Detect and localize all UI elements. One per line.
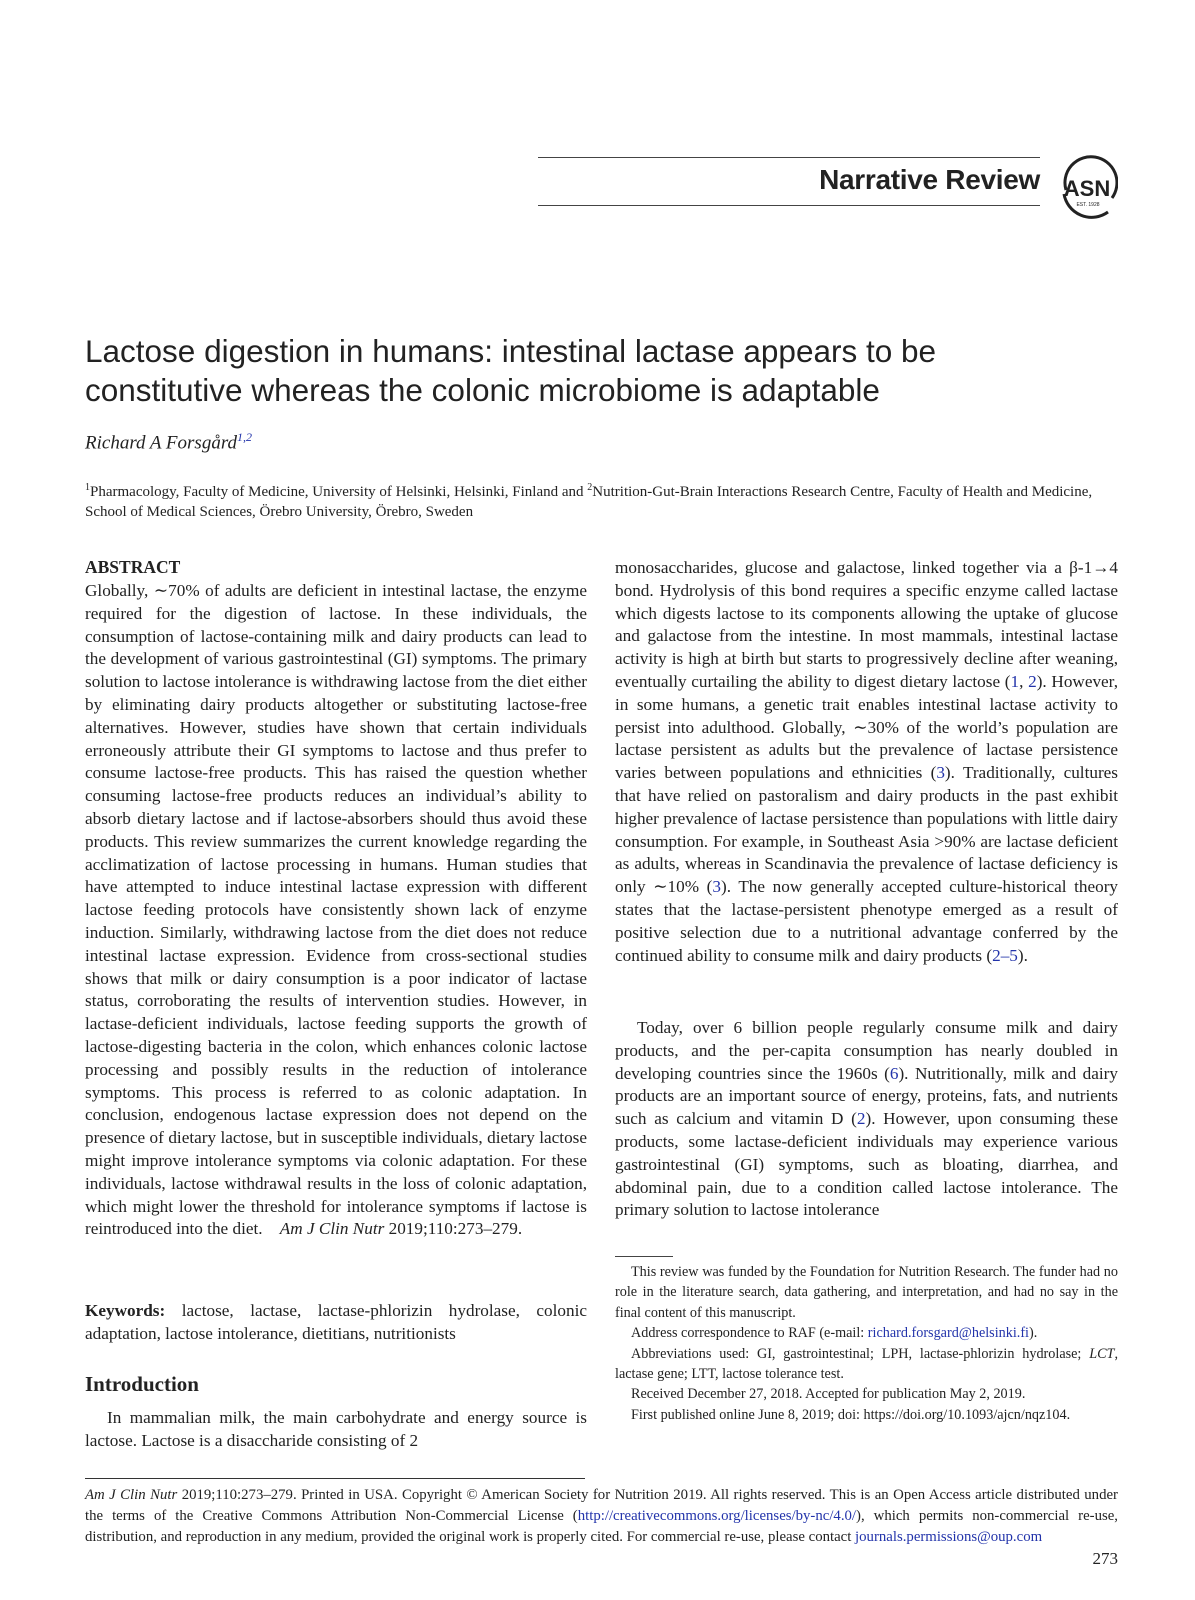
abstract-citation: 2019;110:273–279. (388, 1219, 523, 1239)
affiliation-1: Pharmacology, Faculty of Medicine, University of Helsinki, Helsinki, Finland and (90, 484, 588, 500)
footnote-address: Address correspondence to RAF (e-mail: richard.forsgard@helsinki.fi). (631, 1325, 1038, 1342)
footer-rule (85, 1478, 585, 1479)
affiliation-2: Nutrition-Gut-Brain Interactions Research Centre, Faculty of Health and Medicine, School of Medical Sciences, Örebro University, Örebro, Sweden (85, 484, 1093, 520)
asn-logo-text: ASN (1063, 176, 1111, 201)
header-rule-bottom (538, 205, 1040, 206)
ref-link-3[interactable]: 3 (936, 763, 945, 783)
right-column-paragraph-1: monosaccharides, glucose and galactose, linked together via a β-1→4 bond. Hydrolysis of this bond requires a specific enzyme called lactase which digests lactose to its components allowing the uptake of glucose and galactose from the intestine. In most mammals, intestinal lactase activity is high at birth but starts to progressively decline after weaning, eventually curtailing the ability to digest dietary lactose (1, 2). However, in some humans, a genetic trait enables intestinal lactase activity to persist into adulthood. Globally, ∼30% of the world’s population are lactase persistent as adults but the prevalence of lactase persistence varies between populations and ethnicities (3). Traditionally, cultures that have relied on pastoralism and dairy products in the past exhibit higher prevalence of lactase persistence than populations with little dairy consumption. For example, in Southeast Asia >90% are lactase deficient as adults, whereas in Scandinavia the prevalence of lactase deficiency is only ∼10% (3). The now generally accepted culture-historical theory states that the lactase-persistent phenotype emerged as a result of positive selection due to a nutritional advantage conferred by the continued ability to consume milk and dairy products (2–5). (615, 558, 1119, 965)
abstract-heading: ABSTRACT (85, 557, 181, 577)
asn-logo (1056, 150, 1118, 222)
footnote-received: Received December 27, 2018. Accepted for publication May 2, 2019. (631, 1386, 1026, 1403)
copyright-footer: Am J Clin Nutr 2019;110:273–279. Printed in USA. Copyright © American Society for Nutrition 2019. All rights reserved. This is an Open Access article distributed under the terms of the Creative Commons Attribution Non-Commercial License (http://creativecommons.org/licenses/by-nc/4.0/), which permits non-commercial re-use, distribution, and reproduction in any medium, provided the original work is properly cited. For commercial re-use, please contact journals.permissions@oup.com (85, 1487, 1118, 1546)
ref-link-1[interactable]: 1 (1010, 671, 1020, 691)
keywords (85, 1300, 587, 1346)
footnote-rule (615, 1256, 673, 1257)
section-label: Narrative Review (819, 164, 1040, 195)
keywords-text: lactose, lactase, lactase-phlorizin hydrolase, colonic adaptation, lactose intolerance, dietitians, nutritionists (85, 1301, 587, 1343)
keywords-label: Keywords: (85, 1301, 166, 1320)
header-rule-top (538, 157, 1040, 158)
author-affiliation-sup[interactable]: 1,2 (237, 430, 253, 444)
affiliation-sup-2: 2 (587, 482, 593, 493)
footnote-published: First published online June 8, 2019; doi: https://doi.org/10.1093/ajcn/nqz104. (631, 1406, 1071, 1423)
abstract-citation-journal: Am J Clin Nutr (279, 1219, 385, 1239)
footnote-abbreviations: Abbreviations used: GI, gastrointestinal; LPH, lactase-phlorizin hydrolase; LCT, lactase gene; LTT, lactose tolerance test. (615, 1345, 1118, 1383)
ref-link-3b[interactable]: 3 (712, 877, 721, 897)
right-column-paragraph-2: Today, over 6 billion people regularly consume milk and dairy products, and the per-capita consumption has nearly doubled in developing countries since the 1960s (6). Nutritionally, milk and dairy products are an important source of energy, proteins, fats, and nutrients such as calcium and vitamin D (2). However, upon consuming these products, some lactase-deficient individuals may experience various gastrointestinal (GI) symptoms, such as bloating, diarrhea, and abdominal pain, due to a condition called lactose intolerance. The primary solution to lactose intolerance (615, 1018, 1118, 1220)
author-name: Richard A Forsgård (85, 432, 238, 454)
ref-link-2-5[interactable]: 2–5 (992, 945, 1018, 965)
footnotes (615, 1262, 1118, 1425)
abstract-body (85, 580, 587, 1241)
permissions-email-link[interactable]: journals.permissions@oup.com (855, 1529, 1043, 1546)
page-number: 273 (1092, 1549, 1118, 1568)
email-link[interactable]: richard.forsgard@helsinki.fi (867, 1325, 1029, 1342)
article-title: Lactose digestion in humans: intestinal lactase appears to be constitutive whereas the colonic microbiome is adaptable (85, 333, 937, 408)
license-link[interactable]: http://creativecommons.org/licenses/by-nc/4.0/ (577, 1508, 857, 1525)
ref-link-2[interactable]: 2 (1028, 671, 1037, 691)
affiliations (85, 478, 1118, 522)
introduction-paragraph: In mammalian milk, the main carbohydrate and energy source is lactose. Lactose is a disaccharide consisting of 2 (85, 1408, 587, 1450)
introduction-heading: Introduction (85, 1372, 199, 1396)
affiliation-sup-1: 1 (85, 482, 90, 493)
ref-link-2b[interactable]: 2 (856, 1109, 866, 1129)
author (85, 430, 252, 454)
ref-link-6[interactable]: 6 (889, 1063, 899, 1083)
footer-journal: Am J Clin Nutr (85, 1487, 178, 1503)
asn-logo-est: EST. 1928 (1076, 202, 1100, 208)
footnote-funding: This review was funded by the Foundation for Nutrition Research. The funder had no role in the literature search, data gathering, and interpretation, and had no say in the final content of this manuscript. (615, 1264, 1118, 1321)
abstract-text: Globally, ∼70% of adults are deficient in intestinal lactase, the enzyme required for the digestion of lactose. In these individuals, the consumption of lactose-containing milk and dairy products can lead to the development of various gastrointestinal (GI) symptoms. The primary solution to lactose intolerance is withdrawing lactose from the diet either by eliminating dairy products altogether or substituting lactose-free alternatives. However, studies have shown that certain individuals erroneously attribute their GI symptoms to lactose and thus prefer to consume lactose-free products. This has raised the question whether consuming lactose-free products reduces an individual’s ability to absorb dietary lactose and if lactose-absorbers should thus avoid these products. This review summarizes the current knowledge regarding the acclimatization of lactose processing in humans. Human studies that have attempted to induce intestinal lactase expression with different lactose feeding protocols have consistently shown lack of enzyme induction. Similarly, withdrawing lactose from the diet does not reduce intestinal lactase expression. Evidence from cross-sectional studies shows that milk or dairy consumption is a poor indicator of lactase status, corroborating the results of intervention studies. However, in lactase-deficient individuals, lactose feeding supports the growth of lactose-digesting bacteria in the colon, which enhances colonic lactose processing and possibly results in the reduction of intolerance symptoms. This process is referred to as colonic adaptation. In conclusion, endogenous lactase expression does not depend on the presence of dietary lactose, but in susceptible individuals, dietary lactose might improve intolerance symptoms via colonic adaptation. For these individuals, lactose withdrawal results in the loss of colonic adaptation, which might lower the threshold for intolerance symptoms if lactose is reintroduced into the diet. (85, 581, 587, 1239)
